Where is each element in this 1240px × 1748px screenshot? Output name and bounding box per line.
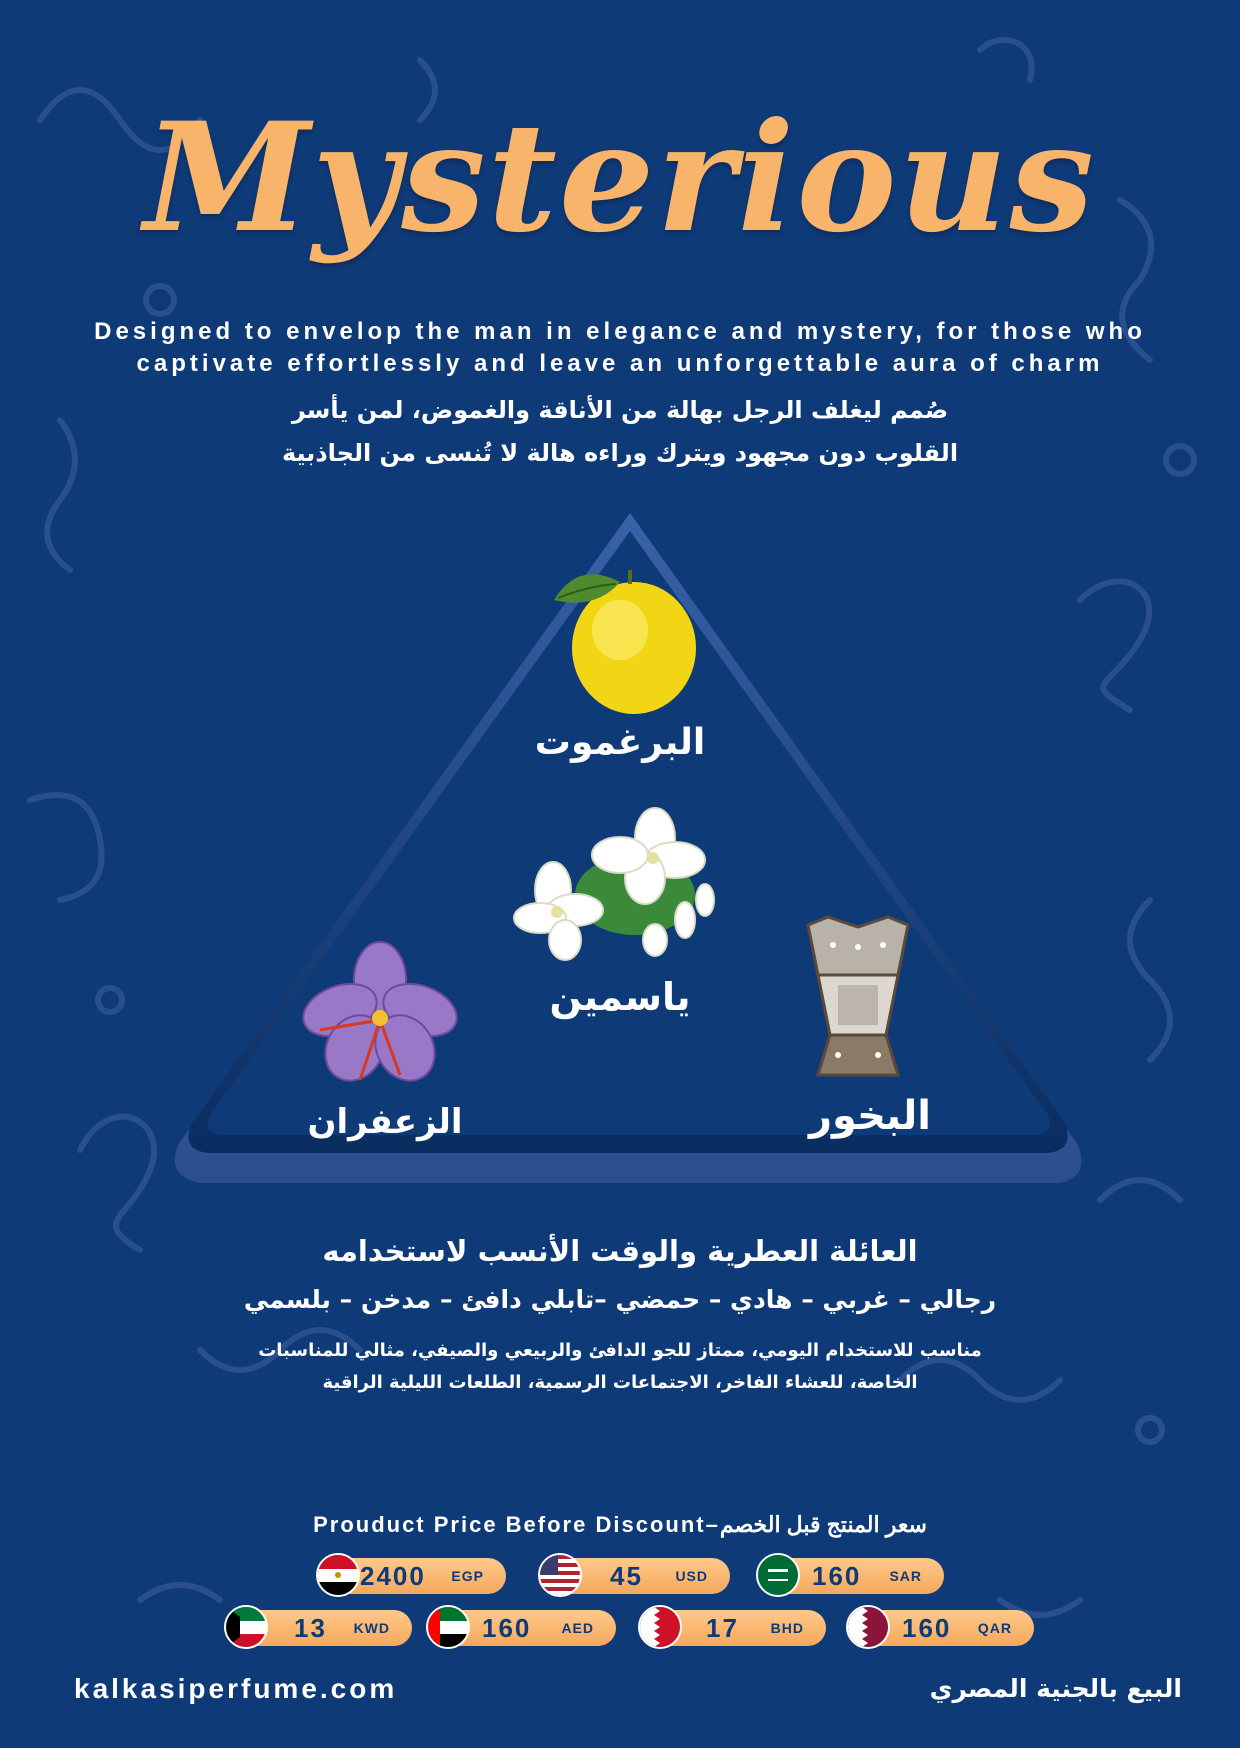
top-note-label: البرغموت — [534, 722, 706, 763]
left-base-note-label: الزعفران — [307, 1102, 463, 1142]
uae-flag-icon — [426, 1605, 470, 1649]
family-heading: العائلة العطرية والوقت الأنسب لاستخدامه — [322, 1234, 918, 1268]
price-amount: 45 — [610, 1561, 643, 1591]
description-ar-line-2: القلوب دون مجهود ويترك وراءه هالة لا تُنسى من الجاذبية — [281, 439, 959, 467]
price-currency: BHD — [770, 1620, 804, 1636]
right-base-note-label: البخور — [809, 1093, 931, 1139]
saffron-icon — [300, 940, 460, 1090]
egypt-flag-icon — [316, 1553, 360, 1597]
description-en-line-2: captivate effortlessly and leave an unforgettable aura of charm — [136, 350, 1104, 377]
bergamot-icon — [548, 560, 698, 720]
price-amount: 160 — [482, 1613, 532, 1643]
price-currency: AED — [561, 1620, 594, 1636]
family-tags: رجالي – غربي – هادي – حمضي –تابلي دافئ – مدخن – بلسمي — [243, 1285, 997, 1314]
usage-line-2: الخاصة، للعشاء الفاخر، الاجتماعات الرسمية، الطلعات الليلية الراقية — [322, 1372, 918, 1393]
price-amount: 13 — [294, 1613, 327, 1643]
kuwait-flag-icon — [224, 1605, 268, 1649]
price-currency: QAR — [977, 1620, 1012, 1636]
price-amount: 160 — [902, 1613, 952, 1643]
qatar-flag-icon — [846, 1605, 890, 1649]
price-amount: 2400 — [360, 1561, 426, 1591]
saudi-flag-icon — [756, 1553, 800, 1597]
jasmine-icon — [505, 800, 720, 965]
middle-note-label: ياسمين — [549, 975, 691, 1019]
price-currency: EGP — [451, 1568, 484, 1584]
product-title: Mysterious — [144, 90, 1096, 266]
price-currency: SAR — [889, 1568, 922, 1584]
price-amount: 17 — [706, 1613, 739, 1643]
website-url[interactable]: kalkasiperfume.com — [74, 1673, 398, 1704]
incense-burner-icon — [798, 915, 918, 1087]
usa-flag-icon — [538, 1553, 582, 1597]
price-currency: USD — [675, 1568, 708, 1584]
currency-note: البيع بالجنية المصري — [929, 1674, 1182, 1703]
description-en-line-1: Designed to envelop the man in elegance and mystery, for those who — [94, 318, 1146, 345]
price-currency: KWD — [353, 1620, 390, 1636]
price-heading: Prouduct Price Before Discount–سعر المنتج قبل الخصم — [313, 1512, 927, 1537]
description-ar-line-1: صُمم ليغلف الرجل بهالة من الأناقة والغموض، لمن يأسر — [291, 396, 949, 424]
price-amount: 160 — [812, 1561, 862, 1591]
bahrain-flag-icon — [638, 1605, 682, 1649]
usage-line-1: مناسب للاستخدام اليومي، ممتاز للجو الدافئ والربيعي والصيفي، مثالي للمناسبات — [258, 1340, 982, 1361]
